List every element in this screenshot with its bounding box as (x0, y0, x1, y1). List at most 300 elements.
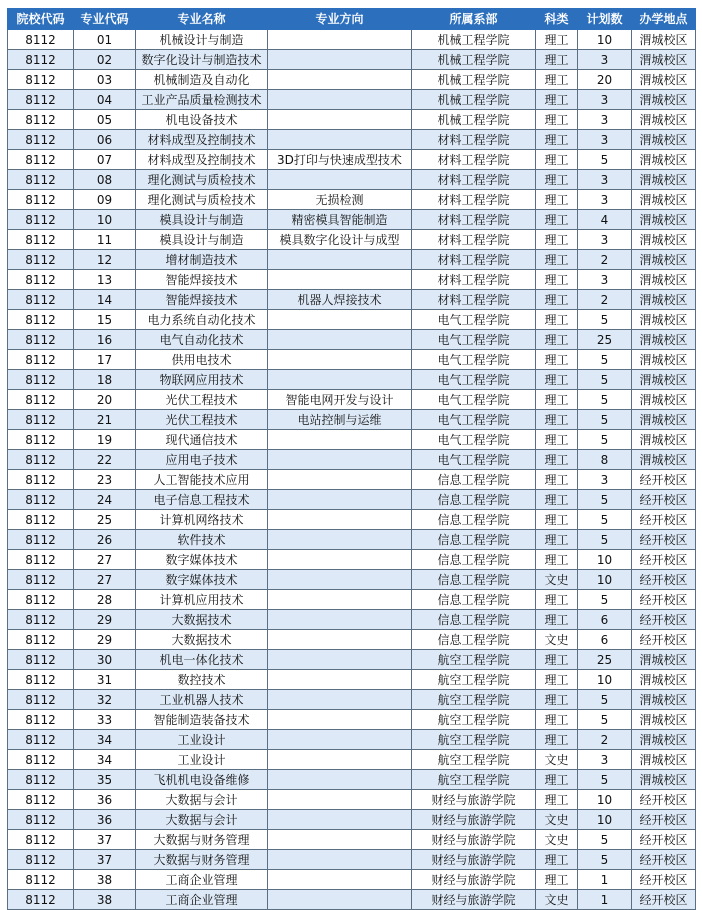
cell-school-code: 8112 (8, 370, 74, 390)
cell-subject-type: 理工 (536, 730, 578, 750)
cell-subject-type: 理工 (536, 790, 578, 810)
cell-major-name: 电气自动化技术 (136, 330, 268, 350)
cell-campus: 渭城校区 (632, 350, 696, 370)
cell-subject-type: 理工 (536, 490, 578, 510)
cell-department: 电气工程学院 (412, 390, 536, 410)
cell-major-direction (268, 570, 412, 590)
cell-major-code: 09 (74, 190, 136, 210)
cell-major-direction (268, 810, 412, 830)
cell-subject-type: 理工 (536, 250, 578, 270)
cell-major-code: 31 (74, 670, 136, 690)
cell-major-code: 17 (74, 350, 136, 370)
cell-major-code: 02 (74, 50, 136, 70)
cell-department: 电气工程学院 (412, 310, 536, 330)
cell-plan-count: 3 (578, 90, 632, 110)
cell-plan-count: 10 (578, 790, 632, 810)
cell-campus: 渭城校区 (632, 710, 696, 730)
cell-subject-type: 理工 (536, 510, 578, 530)
cell-major-name: 数字媒体技术 (136, 570, 268, 590)
cell-subject-type: 理工 (536, 610, 578, 630)
cell-campus: 渭城校区 (632, 90, 696, 110)
table-row (8, 50, 696, 70)
table-row (8, 350, 696, 370)
cell-major-direction (268, 870, 412, 890)
cell-campus: 经开校区 (632, 550, 696, 570)
cell-major-code: 08 (74, 170, 136, 190)
cell-school-code: 8112 (8, 610, 74, 630)
cell-department: 材料工程学院 (412, 250, 536, 270)
cell-school-code: 8112 (8, 250, 74, 270)
cell-department: 航空工程学院 (412, 750, 536, 770)
header-plan-count: 计划数 (578, 9, 632, 30)
cell-major-name: 理化测试与质检技术 (136, 170, 268, 190)
cell-campus: 渭城校区 (632, 190, 696, 210)
cell-major-code: 20 (74, 390, 136, 410)
table-row (8, 750, 696, 770)
cell-major-direction (268, 610, 412, 630)
cell-school-code: 8112 (8, 690, 74, 710)
cell-campus: 渭城校区 (632, 250, 696, 270)
cell-major-code: 13 (74, 270, 136, 290)
cell-school-code: 8112 (8, 410, 74, 430)
table-row (8, 710, 696, 730)
table-row (8, 130, 696, 150)
cell-subject-type: 理工 (536, 410, 578, 430)
cell-subject-type: 理工 (536, 30, 578, 50)
cell-major-code: 36 (74, 810, 136, 830)
cell-school-code: 8112 (8, 310, 74, 330)
cell-campus: 渭城校区 (632, 290, 696, 310)
cell-campus: 渭城校区 (632, 390, 696, 410)
cell-campus: 经开校区 (632, 890, 696, 910)
table-row (8, 590, 696, 610)
cell-department: 财经与旅游学院 (412, 790, 536, 810)
cell-campus: 渭城校区 (632, 730, 696, 750)
cell-major-direction (268, 350, 412, 370)
cell-major-direction (268, 830, 412, 850)
cell-major-direction: 模具数字化设计与成型 (268, 230, 412, 250)
cell-school-code: 8112 (8, 870, 74, 890)
cell-plan-count: 5 (578, 530, 632, 550)
cell-campus: 经开校区 (632, 570, 696, 590)
cell-plan-count: 10 (578, 550, 632, 570)
cell-school-code: 8112 (8, 450, 74, 470)
cell-subject-type: 文史 (536, 570, 578, 590)
cell-major-code: 03 (74, 70, 136, 90)
cell-campus: 渭城校区 (632, 170, 696, 190)
cell-major-name: 物联网应用技术 (136, 370, 268, 390)
cell-subject-type: 理工 (536, 110, 578, 130)
cell-school-code: 8112 (8, 470, 74, 490)
table-row (8, 670, 696, 690)
cell-school-code: 8112 (8, 730, 74, 750)
header-major-code: 专业代码 (74, 9, 136, 30)
cell-major-code: 37 (74, 850, 136, 870)
cell-major-name: 增材制造技术 (136, 250, 268, 270)
cell-plan-count: 2 (578, 730, 632, 750)
cell-campus: 渭城校区 (632, 50, 696, 70)
cell-school-code: 8112 (8, 750, 74, 770)
cell-campus: 渭城校区 (632, 230, 696, 250)
cell-major-name: 软件技术 (136, 530, 268, 550)
header-major-direction: 专业方向 (268, 9, 412, 30)
cell-major-code: 15 (74, 310, 136, 330)
table-row (8, 850, 696, 870)
cell-major-name: 数控技术 (136, 670, 268, 690)
cell-major-code: 16 (74, 330, 136, 350)
cell-major-name: 机电设备技术 (136, 110, 268, 130)
cell-major-direction (268, 450, 412, 470)
cell-major-direction (268, 550, 412, 570)
table-row (8, 190, 696, 210)
cell-plan-count: 10 (578, 570, 632, 590)
cell-major-code: 23 (74, 470, 136, 490)
cell-major-name: 光伏工程技术 (136, 390, 268, 410)
cell-campus: 经开校区 (632, 630, 696, 650)
table-row (8, 550, 696, 570)
cell-major-direction (268, 370, 412, 390)
cell-campus: 渭城校区 (632, 450, 696, 470)
cell-major-code: 01 (74, 30, 136, 50)
cell-department: 航空工程学院 (412, 650, 536, 670)
table-row (8, 570, 696, 590)
cell-campus: 经开校区 (632, 850, 696, 870)
cell-major-name: 机电一体化技术 (136, 650, 268, 670)
cell-subject-type: 理工 (536, 870, 578, 890)
cell-department: 材料工程学院 (412, 150, 536, 170)
cell-major-name: 大数据与财务管理 (136, 830, 268, 850)
table-row (8, 470, 696, 490)
cell-plan-count: 20 (578, 70, 632, 90)
cell-school-code: 8112 (8, 70, 74, 90)
cell-major-direction (268, 630, 412, 650)
cell-major-direction (268, 690, 412, 710)
cell-school-code: 8112 (8, 190, 74, 210)
cell-subject-type: 理工 (536, 710, 578, 730)
header-major-name: 专业名称 (136, 9, 268, 30)
cell-campus: 渭城校区 (632, 410, 696, 430)
cell-plan-count: 3 (578, 110, 632, 130)
cell-major-name: 电子信息工程技术 (136, 490, 268, 510)
enrollment-plan-table-wrapper (7, 8, 696, 910)
cell-major-name: 计算机应用技术 (136, 590, 268, 610)
cell-plan-count: 10 (578, 810, 632, 830)
cell-major-direction (268, 590, 412, 610)
table-row (8, 830, 696, 850)
cell-major-direction (268, 70, 412, 90)
cell-major-name: 电力系统自动化技术 (136, 310, 268, 330)
cell-major-direction (268, 430, 412, 450)
cell-school-code: 8112 (8, 850, 74, 870)
cell-department: 电气工程学院 (412, 330, 536, 350)
cell-plan-count: 3 (578, 190, 632, 210)
cell-plan-count: 5 (578, 770, 632, 790)
cell-major-code: 38 (74, 870, 136, 890)
cell-school-code: 8112 (8, 490, 74, 510)
cell-school-code: 8112 (8, 330, 74, 350)
cell-department: 电气工程学院 (412, 410, 536, 430)
cell-major-code: 29 (74, 610, 136, 630)
cell-major-name: 大数据与会计 (136, 790, 268, 810)
cell-major-code: 30 (74, 650, 136, 670)
cell-major-name: 工商企业管理 (136, 870, 268, 890)
cell-department: 材料工程学院 (412, 210, 536, 230)
cell-plan-count: 3 (578, 50, 632, 70)
cell-plan-count: 10 (578, 30, 632, 50)
table-row (8, 770, 696, 790)
cell-plan-count: 25 (578, 330, 632, 350)
cell-major-name: 智能制造装备技术 (136, 710, 268, 730)
cell-subject-type: 理工 (536, 150, 578, 170)
cell-major-name: 现代通信技术 (136, 430, 268, 450)
cell-department: 电气工程学院 (412, 450, 536, 470)
table-row (8, 410, 696, 430)
cell-subject-type: 理工 (536, 550, 578, 570)
cell-department: 财经与旅游学院 (412, 890, 536, 910)
cell-major-name: 应用电子技术 (136, 450, 268, 470)
cell-campus: 渭城校区 (632, 130, 696, 150)
cell-subject-type: 文史 (536, 830, 578, 850)
cell-subject-type: 理工 (536, 50, 578, 70)
table-row (8, 110, 696, 130)
table-row (8, 70, 696, 90)
cell-subject-type: 理工 (536, 530, 578, 550)
table-header-row (8, 9, 696, 30)
cell-subject-type: 理工 (536, 90, 578, 110)
cell-department: 机械工程学院 (412, 50, 536, 70)
cell-major-name: 机械设计与制造 (136, 30, 268, 50)
table-row (8, 210, 696, 230)
cell-major-direction (268, 710, 412, 730)
cell-subject-type: 理工 (536, 350, 578, 370)
table-row (8, 650, 696, 670)
cell-campus: 渭城校区 (632, 770, 696, 790)
cell-department: 信息工程学院 (412, 490, 536, 510)
cell-major-name: 大数据技术 (136, 610, 268, 630)
cell-subject-type: 理工 (536, 390, 578, 410)
cell-subject-type: 理工 (536, 670, 578, 690)
cell-major-name: 材料成型及控制技术 (136, 150, 268, 170)
cell-plan-count: 10 (578, 670, 632, 690)
cell-plan-count: 1 (578, 870, 632, 890)
cell-major-code: 34 (74, 730, 136, 750)
cell-plan-count: 3 (578, 750, 632, 770)
table-row (8, 390, 696, 410)
cell-campus: 经开校区 (632, 870, 696, 890)
cell-plan-count: 5 (578, 150, 632, 170)
cell-department: 信息工程学院 (412, 630, 536, 650)
cell-major-code: 14 (74, 290, 136, 310)
cell-school-code: 8112 (8, 130, 74, 150)
cell-major-direction (268, 170, 412, 190)
header-department: 所属系部 (412, 9, 536, 30)
cell-major-name: 大数据与财务管理 (136, 850, 268, 870)
cell-campus: 渭城校区 (632, 310, 696, 330)
cell-campus: 渭城校区 (632, 210, 696, 230)
cell-school-code: 8112 (8, 890, 74, 910)
cell-major-name: 工商企业管理 (136, 890, 268, 910)
table-row (8, 270, 696, 290)
cell-department: 机械工程学院 (412, 30, 536, 50)
cell-major-name: 工业设计 (136, 750, 268, 770)
cell-department: 材料工程学院 (412, 290, 536, 310)
cell-major-direction (268, 510, 412, 530)
cell-plan-count: 5 (578, 490, 632, 510)
table-row (8, 530, 696, 550)
cell-major-code: 27 (74, 550, 136, 570)
cell-major-code: 06 (74, 130, 136, 150)
cell-major-name: 智能焊接技术 (136, 290, 268, 310)
cell-school-code: 8112 (8, 550, 74, 570)
cell-major-name: 智能焊接技术 (136, 270, 268, 290)
cell-plan-count: 5 (578, 510, 632, 530)
table-row (8, 90, 696, 110)
cell-department: 信息工程学院 (412, 570, 536, 590)
table-row (8, 330, 696, 350)
cell-major-code: 12 (74, 250, 136, 270)
enrollment-plan-table (7, 8, 696, 910)
cell-major-name: 数字化设计与制造技术 (136, 50, 268, 70)
cell-major-name: 数字媒体技术 (136, 550, 268, 570)
cell-plan-count: 6 (578, 610, 632, 630)
cell-major-code: 24 (74, 490, 136, 510)
cell-subject-type: 理工 (536, 590, 578, 610)
cell-major-direction (268, 490, 412, 510)
cell-major-code: 34 (74, 750, 136, 770)
table-row (8, 630, 696, 650)
cell-department: 航空工程学院 (412, 670, 536, 690)
cell-school-code: 8112 (8, 270, 74, 290)
cell-major-code: 22 (74, 450, 136, 470)
cell-campus: 渭城校区 (632, 370, 696, 390)
cell-subject-type: 理工 (536, 310, 578, 330)
cell-plan-count: 3 (578, 470, 632, 490)
cell-school-code: 8112 (8, 590, 74, 610)
cell-plan-count: 1 (578, 890, 632, 910)
cell-major-direction (268, 250, 412, 270)
cell-plan-count: 5 (578, 850, 632, 870)
cell-major-name: 计算机网络技术 (136, 510, 268, 530)
cell-school-code: 8112 (8, 350, 74, 370)
cell-school-code: 8112 (8, 290, 74, 310)
table-row (8, 290, 696, 310)
cell-campus: 经开校区 (632, 510, 696, 530)
cell-major-code: 05 (74, 110, 136, 130)
cell-major-code: 32 (74, 690, 136, 710)
table-row (8, 450, 696, 470)
cell-major-direction (268, 670, 412, 690)
cell-major-direction (268, 530, 412, 550)
cell-subject-type: 理工 (536, 170, 578, 190)
cell-subject-type: 理工 (536, 230, 578, 250)
table-row (8, 890, 696, 910)
cell-major-direction: 无损检测 (268, 190, 412, 210)
cell-school-code: 8112 (8, 90, 74, 110)
cell-school-code: 8112 (8, 170, 74, 190)
cell-school-code: 8112 (8, 510, 74, 530)
cell-department: 材料工程学院 (412, 270, 536, 290)
table-row (8, 510, 696, 530)
cell-major-direction: 智能电网开发与设计 (268, 390, 412, 410)
cell-school-code: 8112 (8, 210, 74, 230)
cell-major-name: 供用电技术 (136, 350, 268, 370)
cell-campus: 渭城校区 (632, 70, 696, 90)
cell-major-name: 飞机机电设备维修 (136, 770, 268, 790)
cell-plan-count: 3 (578, 170, 632, 190)
cell-major-name: 工业产品质量检测技术 (136, 90, 268, 110)
cell-plan-count: 2 (578, 250, 632, 270)
table-row (8, 490, 696, 510)
cell-subject-type: 文史 (536, 890, 578, 910)
cell-department: 财经与旅游学院 (412, 810, 536, 830)
cell-plan-count: 5 (578, 590, 632, 610)
cell-major-name: 理化测试与质检技术 (136, 190, 268, 210)
cell-major-direction (268, 50, 412, 70)
cell-major-code: 21 (74, 410, 136, 430)
cell-department: 信息工程学院 (412, 510, 536, 530)
cell-school-code: 8112 (8, 230, 74, 250)
cell-school-code: 8112 (8, 810, 74, 830)
cell-school-code: 8112 (8, 110, 74, 130)
cell-major-name: 工业设计 (136, 730, 268, 750)
cell-school-code: 8112 (8, 390, 74, 410)
cell-campus: 渭城校区 (632, 670, 696, 690)
cell-major-direction (268, 770, 412, 790)
table-row (8, 170, 696, 190)
cell-department: 航空工程学院 (412, 770, 536, 790)
cell-major-code: 26 (74, 530, 136, 550)
cell-major-direction (268, 90, 412, 110)
cell-subject-type: 理工 (536, 210, 578, 230)
cell-major-direction (268, 270, 412, 290)
table-row (8, 870, 696, 890)
cell-subject-type: 文史 (536, 630, 578, 650)
cell-major-direction (268, 110, 412, 130)
table-row (8, 370, 696, 390)
cell-subject-type: 理工 (536, 290, 578, 310)
cell-campus: 经开校区 (632, 590, 696, 610)
cell-school-code: 8112 (8, 150, 74, 170)
table-row (8, 310, 696, 330)
cell-major-name: 光伏工程技术 (136, 410, 268, 430)
cell-subject-type: 理工 (536, 330, 578, 350)
cell-school-code: 8112 (8, 430, 74, 450)
cell-plan-count: 8 (578, 450, 632, 470)
cell-campus: 渭城校区 (632, 430, 696, 450)
cell-major-direction (268, 790, 412, 810)
cell-subject-type: 文史 (536, 810, 578, 830)
cell-department: 电气工程学院 (412, 350, 536, 370)
cell-plan-count: 2 (578, 290, 632, 310)
header-subject-type: 科类 (536, 9, 578, 30)
cell-campus: 渭城校区 (632, 270, 696, 290)
cell-major-code: 38 (74, 890, 136, 910)
cell-major-code: 19 (74, 430, 136, 450)
cell-subject-type: 理工 (536, 190, 578, 210)
cell-campus: 经开校区 (632, 610, 696, 630)
table-body (8, 30, 696, 910)
cell-major-code: 35 (74, 770, 136, 790)
cell-department: 信息工程学院 (412, 550, 536, 570)
cell-plan-count: 25 (578, 650, 632, 670)
cell-school-code: 8112 (8, 710, 74, 730)
cell-department: 信息工程学院 (412, 530, 536, 550)
cell-department: 机械工程学院 (412, 110, 536, 130)
table-row (8, 230, 696, 250)
cell-department: 财经与旅游学院 (412, 830, 536, 850)
cell-subject-type: 理工 (536, 270, 578, 290)
cell-subject-type: 理工 (536, 370, 578, 390)
